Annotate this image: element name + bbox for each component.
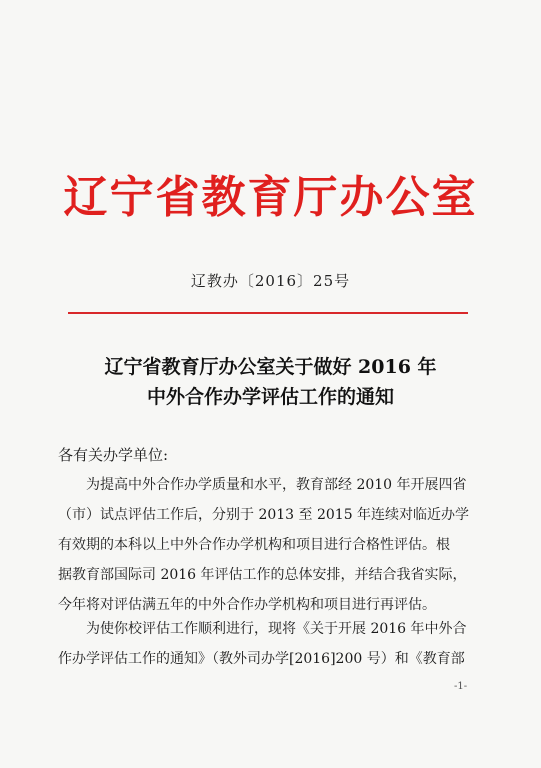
paragraph-line: 今年将对评估满五年的中外合作办学机构和项目进行再评估。 — [58, 597, 436, 613]
paragraph-line: 为使你校评估工作顺利进行，现将《关于开展 2016 年中外合 — [86, 621, 467, 637]
paragraph-line: 为提高中外合作办学质量和水平，教育部经 2010 年开展四省 — [86, 477, 467, 493]
paragraph-line: （市）试点评估工作后，分别于 2013 至 2015 年连续对临近办学 — [58, 507, 470, 523]
letterhead-issuer: 辽宁省教育厅办公室 — [63, 172, 478, 223]
salutation: 各有关办学单位: — [58, 446, 169, 464]
document-title-line-2: 中外合作办学评估工作的通知 — [146, 386, 394, 408]
page-number: -1- — [454, 681, 468, 692]
paragraph-line: 作办学评估工作的通知》（教外司办学[2016]200 号）和《教育部 — [58, 651, 465, 667]
paragraph-line: 据教育部国际司 2016 年评估工作的总体安排，并结合我省实际， — [58, 567, 467, 583]
document-title-line-1: 辽宁省教育厅办公室关于做好 2016 年 — [104, 356, 437, 378]
body-paragraph-1 — [58, 470, 490, 620]
paragraph-line: 有效期的本科以上中外合作办学机构和项目进行合格性评估。根 — [58, 537, 450, 553]
body-paragraph-2 — [58, 614, 490, 674]
document-number: 辽教办〔2016〕25号 — [190, 272, 351, 290]
red-divider-rule — [68, 312, 468, 314]
document-title — [0, 352, 541, 412]
